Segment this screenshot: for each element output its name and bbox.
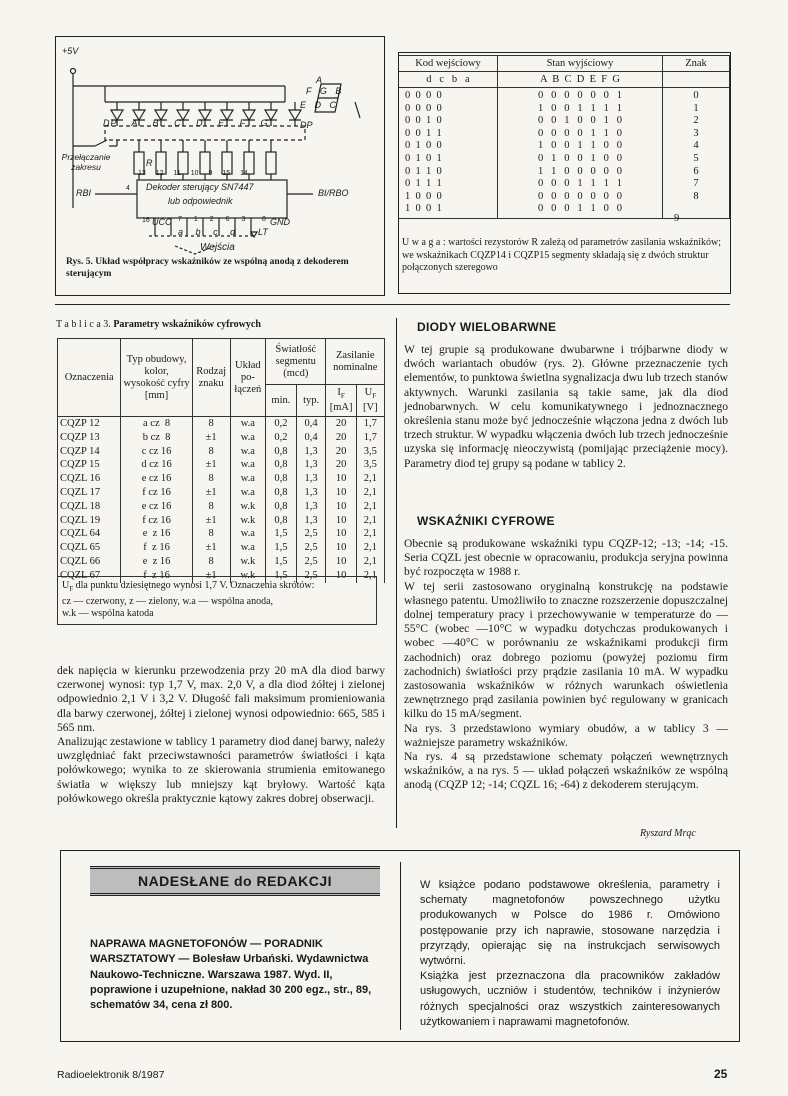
cell-min: 0,8 bbox=[266, 514, 297, 528]
ucc-label: UCC bbox=[152, 217, 172, 227]
cell-conn: w.a bbox=[230, 541, 266, 555]
cell-min: 1,5 bbox=[266, 569, 297, 583]
cell-min: 0,8 bbox=[266, 445, 297, 459]
table-row bbox=[58, 541, 385, 555]
last-sign: 9 bbox=[674, 213, 680, 224]
cell-min: 1,5 bbox=[266, 527, 297, 541]
table-row bbox=[58, 527, 385, 541]
cell-name: CQZL 17 bbox=[58, 486, 121, 500]
cell-if: 10 bbox=[326, 527, 356, 541]
book-description bbox=[420, 878, 720, 1030]
pin-1: 1 bbox=[193, 216, 198, 223]
table3-caption bbox=[56, 319, 261, 330]
bi-rbo-label: BI/RBO bbox=[318, 188, 349, 198]
cell-type: f z 16 bbox=[121, 541, 192, 555]
cell-conn: w.a bbox=[230, 445, 266, 459]
table-row bbox=[58, 458, 385, 472]
section-diodes-text bbox=[404, 343, 728, 471]
cell-conn: w.a bbox=[230, 431, 266, 445]
cell-uf: 2,1 bbox=[356, 472, 384, 486]
cell-type: f cz 16 bbox=[121, 514, 192, 528]
cell-conn: w.a bbox=[230, 486, 266, 500]
figure-caption: Rys. 5. Układ współpracy wskaźników ze wspólną anodą z dekoderem sterującym bbox=[66, 257, 349, 279]
book-info: NAPRAWA MAGNETOFONÓW — PORADNIK WARSZTATOWY — Bolesław Urbański. Wydawnictwa Naukowo-Techniczne. Warszawa 1987. Wyd. II, poprawione i uzupełnione, nakład 30 200 egz., str., 89, schematów 34, cena zł 800. bbox=[90, 938, 372, 1012]
pin-3: 3 bbox=[241, 216, 246, 223]
cell-if: 20 bbox=[326, 417, 356, 431]
truth-table-frame bbox=[398, 52, 731, 294]
segment-labels bbox=[103, 118, 269, 128]
cell-min: 0,8 bbox=[266, 486, 297, 500]
book-description-2: Książka jest przeznaczona dla pracowników zakładów usługowych, uczniów i studentów, techników i inżynierów różnych specjalności oraz wszystkich zainteresowanych użytkowaniem i naprawami magnetofonów. bbox=[420, 970, 720, 1028]
cell-name: CQZP 14 bbox=[58, 445, 121, 459]
section-indicators-title: WSKAŹNIKI CYFROWE bbox=[417, 514, 555, 528]
indicators-paragraph-2: W tej serii zastosowano oryginalną konstrukcję na podstawie własnego patentu. Umożliwiło to znaczne rozszerzenie dopuszczalnej dolnej temperatury pracy i przechowywanie w temperaturze do —55°C (wobec —10°C w wypadku dotychczas produkowanych i wobec —40°C w porównaniu ze wskaźnikami produkcji firm zachodnich) oraz dobrego poziomu (powyżej poziomu firm zachodnich) światłości przy prądzie zasilania 10 mA. W wypadku zastosowania wskaźników w różnych warunkach oświetlenia zewnętrznego prąd zasilania powinien być regulowany w granicach kilku do 15 mA/segment. bbox=[404, 579, 728, 721]
col-supply: Zasilanie nominalne bbox=[326, 339, 385, 385]
cell-kind: ±1 bbox=[192, 514, 230, 528]
segment-label-a: A bbox=[131, 118, 139, 128]
pin-8: 8 bbox=[262, 216, 266, 223]
cell-conn: w.k bbox=[230, 555, 266, 569]
sub-min: min. bbox=[266, 385, 297, 417]
cell-type: f z 16 bbox=[121, 569, 192, 583]
display-letter-d: D bbox=[314, 100, 322, 110]
uf-unit: [V] bbox=[363, 402, 378, 414]
display-letter-b: B bbox=[335, 86, 342, 96]
cell-type: e cz 16 bbox=[121, 472, 192, 486]
cell-conn: w.a bbox=[230, 417, 266, 431]
magazine-footer: Radioelektronik 8/1987 bbox=[57, 1069, 165, 1081]
pin-4: 4 bbox=[126, 185, 130, 192]
table-row bbox=[58, 486, 385, 500]
cell-kind: ±1 bbox=[192, 431, 230, 445]
cell-if: 10 bbox=[326, 569, 356, 583]
cell-min: 0,8 bbox=[266, 500, 297, 514]
cell-if: 10 bbox=[326, 486, 356, 500]
footnote-u: U bbox=[62, 580, 70, 591]
table-row bbox=[58, 431, 385, 445]
output-states: 0 0 0 0 0 0 1 1 0 0 1 1 1 1 0 0 1 0 0 1 0 0 0 0 0 1 1 0 1 0 0 1 1 0 0 0 1 0 0 1 0 0 1 1 0 0 0 0 0 0 0 0 1 1 1 1 0 0 0 0 0 0 0 0 0 0 1 1 0 0 bbox=[498, 88, 663, 219]
cell-uf: 2,1 bbox=[356, 527, 384, 541]
indicators-paragraph-1: Obecnie są produkowane wskaźniki typu CQZP-12; -13; -14; -15. Seria CQZL jest obecnie w opracowaniu, produkcja seryjna powinna być rozpoczęta w 1988 r. bbox=[404, 537, 728, 579]
input-d: d bbox=[230, 227, 236, 237]
uf-symbol: U bbox=[364, 386, 373, 398]
cell-uf: 2,1 bbox=[356, 486, 384, 500]
cell-kind: 8 bbox=[192, 555, 230, 569]
indicators-paragraph-4: Na rys. 4 są przedstawione schematy połączeń wewnętrznych wskaźników, a na rys. 5 — układ połączeń wskaźników ze wspólną anodą (CQZP 12; -14; CQZL 16; -64) z dekoderem sterującym. bbox=[404, 750, 728, 792]
cell-typ: 0,4 bbox=[296, 431, 326, 445]
col-brightness: Światłość segmentu (mcd) bbox=[266, 339, 326, 385]
footnote-line-3: w.k — wspólna katoda bbox=[62, 608, 154, 620]
review-box-banner bbox=[90, 866, 380, 896]
cell-uf: 2,1 bbox=[356, 569, 384, 583]
cell-name: CQZL 19 bbox=[58, 514, 121, 528]
cell-conn: w.a bbox=[230, 458, 266, 472]
input-letters bbox=[178, 227, 235, 237]
pin-numbers-top bbox=[138, 170, 248, 177]
parameters-table bbox=[57, 338, 385, 583]
resistor-labels bbox=[146, 158, 153, 168]
input-a: a bbox=[178, 227, 184, 237]
author: Ryszard Mrąc bbox=[640, 828, 696, 839]
display-letter-g: G bbox=[319, 86, 327, 96]
display-letter-c: C bbox=[329, 100, 337, 110]
cell-if: 10 bbox=[326, 514, 356, 528]
cell-min: 0,8 bbox=[266, 458, 297, 472]
cell-name: CQZL 16 bbox=[58, 472, 121, 486]
cell-conn: w.k bbox=[230, 500, 266, 514]
cell-typ: 1,3 bbox=[296, 472, 326, 486]
table-row bbox=[58, 445, 385, 459]
supply-label: +5V bbox=[62, 46, 79, 56]
left-paragraph-1: dek napięcia w kierunku przewodzenia przy 20 mA dla diod barwy czerwonej wynosi: typ 1,7 V, max. 2,0 V, a dla diod żółtej i zielonej odpowiednio 2,1 V i 3,2 V. Długość fali maksimum promieniowania dla barwy czerwonej, żółtej i zielonej wynosi odpowiednio: 665, 585 i 565 nm. bbox=[57, 664, 385, 734]
cell-name: CQZP 12 bbox=[58, 417, 121, 431]
cell-typ: 2,5 bbox=[296, 569, 326, 583]
if-symbol: I bbox=[337, 386, 341, 398]
rbi-label: RBI bbox=[76, 188, 92, 198]
cell-uf: 2,1 bbox=[356, 541, 384, 555]
cell-name: CQZL 18 bbox=[58, 500, 121, 514]
pin-numbers-bottom bbox=[178, 216, 245, 223]
display-letter-f: F bbox=[306, 86, 312, 96]
header-sign: Znak bbox=[663, 56, 730, 72]
cell-min: 0,8 bbox=[266, 472, 297, 486]
col-designation: Oznaczenia bbox=[58, 339, 121, 417]
cell-if: 10 bbox=[326, 472, 356, 486]
header-input: Kod wejściowy bbox=[399, 56, 498, 72]
diodes-paragraph: W tej grupie są produkowane dwubarwne i trójbarwne diody w dwóch wariantach obudów (rys. 2). Główne przeznaczenie tych elementów, to punktowa świetlna sygnalizacja dwu lub trzech stanów aktywnych. Warunki zasilania są takie same, jak dla diod jednobarwnych. W celu komunikatywnego i jednoznacznego określenia stanu może być jednocześnie włączona jedna z dwóch lub trzech struktur. W wypadku włączenia dwóch lub trzech jednocześnie uzyska się informację nieoczywistą (pomijając przeciążenie mocy). Parametry diod tej grupy są podane w tablicy 2. bbox=[404, 343, 728, 470]
table3-caption-title: Parametry wskaźników cyfrowych bbox=[113, 319, 261, 330]
cell-kind: ±1 bbox=[192, 458, 230, 472]
cell-uf: 2,1 bbox=[356, 514, 384, 528]
cell-uf: 3,5 bbox=[356, 458, 384, 472]
pin-11: 11 bbox=[173, 170, 181, 177]
col-type: Typ obudowy, kolor, wysokość cyfry [mm] bbox=[121, 339, 192, 417]
pin-13: 13 bbox=[138, 170, 146, 177]
cell-uf: 1,7 bbox=[356, 431, 384, 445]
page-number: 25 bbox=[714, 1067, 728, 1081]
cell-name: CQZL 67 bbox=[58, 569, 121, 583]
cell-type: e cz 16 bbox=[121, 500, 192, 514]
footnote-line-1 bbox=[62, 580, 372, 596]
vertical-divider bbox=[396, 318, 397, 828]
segment-label-g: G bbox=[260, 118, 269, 128]
box-vertical-divider bbox=[400, 862, 401, 1030]
if-unit: [mA] bbox=[329, 402, 353, 414]
table-row bbox=[58, 514, 385, 528]
segment-label-d: D bbox=[196, 118, 204, 128]
cell-uf: 2,1 bbox=[356, 555, 384, 569]
header-output: Stan wyjściowy bbox=[498, 56, 663, 72]
cell-typ: 1,3 bbox=[296, 514, 326, 528]
left-column-text bbox=[57, 664, 385, 806]
input-columns: d c b a bbox=[399, 72, 498, 88]
segment-label-f: F bbox=[239, 118, 246, 128]
cell-min: 0,2 bbox=[266, 431, 297, 445]
pin-16: 16 bbox=[142, 217, 150, 224]
cell-min: 1,5 bbox=[266, 541, 297, 555]
cell-name: CQZP 15 bbox=[58, 458, 121, 472]
display-letters-row3 bbox=[300, 100, 336, 110]
segment-label-b: B bbox=[152, 118, 160, 128]
divider bbox=[55, 304, 730, 305]
display-letter-a: A bbox=[316, 75, 323, 85]
if-subscript: F bbox=[340, 392, 345, 401]
decoder-label-1: Dekoder sterujący SN7447 bbox=[146, 182, 254, 192]
pin-7: 7 bbox=[178, 216, 182, 223]
pin-6: 6 bbox=[225, 216, 230, 223]
cell-kind: ±1 bbox=[192, 541, 230, 555]
cell-conn: w.k bbox=[230, 569, 266, 583]
decoder-label-2: lub odpowiednik bbox=[168, 196, 233, 206]
input-codes: 0 0 0 0 0 0 0 0 0 0 1 0 0 0 1 1 0 1 0 0 0 1 0 1 0 1 1 0 0 1 1 1 1 0 0 0 1 0 0 1 bbox=[399, 88, 498, 219]
cell-if: 10 bbox=[326, 555, 356, 569]
gnd-label: GND bbox=[270, 217, 290, 227]
cell-typ: 1,3 bbox=[296, 458, 326, 472]
display-letters-row2 bbox=[306, 86, 341, 96]
col-kind: Rodzaj znaku bbox=[192, 339, 230, 417]
cell-conn: w.k bbox=[230, 514, 266, 528]
cell-conn: w.a bbox=[230, 527, 266, 541]
cell-typ: 1,3 bbox=[296, 500, 326, 514]
pin-2: 2 bbox=[209, 216, 214, 223]
cell-type: d cz 16 bbox=[121, 458, 192, 472]
cell-typ: 2,5 bbox=[296, 527, 326, 541]
output-columns: A B C D E F G bbox=[498, 72, 663, 88]
cell-if: 20 bbox=[326, 431, 356, 445]
cell-if: 10 bbox=[326, 541, 356, 555]
segment-label-dp: DP bbox=[103, 118, 118, 128]
table-row bbox=[58, 500, 385, 514]
table-row bbox=[58, 555, 385, 569]
pin-15: 15 bbox=[222, 170, 231, 177]
resistor-label: R bbox=[146, 158, 153, 168]
uf-subscript: F bbox=[372, 392, 377, 401]
indicators-paragraph-3: Na rys. 3 przedstawiono wymiary obudów, a w tablicy 3 — ważniejsze parametry wskaźników. bbox=[404, 721, 728, 749]
sub-typ: typ. bbox=[296, 385, 326, 417]
footnote-rest: dla punktu dziesiętnego wynosi 1,7 V. Oznaczenia skrótów: bbox=[73, 580, 315, 591]
cell-typ: 0,4 bbox=[296, 417, 326, 431]
input-label: Wejścia bbox=[200, 242, 235, 253]
footnote-line-2: cz — czerwony, z — zielony, w.a — wspólna anoda, bbox=[62, 595, 274, 607]
segment-label-e: E bbox=[218, 118, 226, 128]
cell-kind: 8 bbox=[192, 417, 230, 431]
pin-10: 10 bbox=[190, 170, 199, 177]
table-row bbox=[58, 472, 385, 486]
col-connection: Układ po- łączeń bbox=[230, 339, 266, 417]
lt-label: LT bbox=[258, 227, 268, 237]
cell-type: f cz 16 bbox=[121, 486, 192, 500]
display-letter-e: E bbox=[300, 100, 307, 110]
cell-if: 20 bbox=[326, 458, 356, 472]
cell-if: 10 bbox=[326, 500, 356, 514]
table3-caption-prefix: T a b l i c a 3. bbox=[56, 319, 111, 330]
cell-kind: ±1 bbox=[192, 486, 230, 500]
cell-conn: w.a bbox=[230, 472, 266, 486]
cell-min: 1,5 bbox=[266, 555, 297, 569]
pin-9: 9 bbox=[208, 170, 213, 177]
cell-typ: 2,5 bbox=[296, 541, 326, 555]
table3-footnote bbox=[57, 576, 377, 625]
cell-uf: 1,7 bbox=[356, 417, 384, 431]
cell-kind: 8 bbox=[192, 445, 230, 459]
cell-name: CQZP 13 bbox=[58, 431, 121, 445]
cell-name: CQZL 64 bbox=[58, 527, 121, 541]
sub-if bbox=[326, 385, 356, 417]
cell-if: 20 bbox=[326, 445, 356, 459]
input-b: b bbox=[195, 227, 201, 237]
cell-name: CQZL 65 bbox=[58, 541, 121, 555]
truth-table-note: U w a g a : wartości rezystorów R zależą od parametrów zasilania wskaźników; we wskaźnikach CQZP14 i CQZP15 segmenty składają się z dwóch struktur połączonych szeregowo bbox=[402, 237, 722, 273]
cell-uf: 2,1 bbox=[356, 500, 384, 514]
cell-typ: 1,3 bbox=[296, 486, 326, 500]
sub-uf bbox=[356, 385, 384, 417]
footnote-u-sub: F bbox=[69, 585, 74, 593]
signs: 0 1 2 3 4 5 6 7 8 bbox=[663, 88, 730, 219]
cell-kind: 8 bbox=[192, 500, 230, 514]
cell-type: c cz 16 bbox=[121, 445, 192, 459]
cell-min: 0,2 bbox=[266, 417, 297, 431]
input-c: c bbox=[213, 227, 218, 237]
cell-kind: 8 bbox=[192, 472, 230, 486]
cell-uf: 3,5 bbox=[356, 445, 384, 459]
cell-type: b cz 8 bbox=[121, 431, 192, 445]
segment-label-c: C bbox=[174, 118, 182, 128]
cell-typ: 1,3 bbox=[296, 445, 326, 459]
section-indicators-text bbox=[404, 537, 728, 793]
book-description-1: W książce podano podstawowe określenia, parametry i schematy magnetofonów powszechnego użytku produkowanych w Polsce do 1986 r. Omówiono postępowanie przy ich naprawie, stosowane narzędzia i przyrządy, opierając się na instrukcjach serwisowych wytwórni. bbox=[420, 879, 720, 968]
banner-text: NADESŁANE do REDAKCJI bbox=[137, 873, 333, 889]
cell-kind: 8 bbox=[192, 527, 230, 541]
display-letter-dp: DP bbox=[300, 120, 313, 130]
cell-name: CQZL 66 bbox=[58, 555, 121, 569]
switch-label: Przełączanie zakresu bbox=[61, 152, 111, 172]
cell-type: e z 16 bbox=[121, 555, 192, 569]
display-letters bbox=[316, 75, 322, 85]
section-diodes-title: DIODY WIELOBARWNE bbox=[417, 320, 557, 334]
cell-kind: ±1 bbox=[192, 569, 230, 583]
cell-type: e z 16 bbox=[121, 527, 192, 541]
table-row bbox=[58, 417, 385, 431]
pin-12: 12 bbox=[155, 170, 164, 177]
cell-type: a cz 8 bbox=[121, 417, 192, 431]
cell-typ: 2,5 bbox=[296, 555, 326, 569]
left-paragraph-2: Analizując zestawione w tablicy 1 parametry diod danej barwy, należy uwzględniać fakt przeciwstawności parametrów światłości i kąta połówkowego; wynika to ze skierowania strumienia emitowanego światła w większy lub mniejszy kąt bryłowy. Wartość kąta połówkowego określa praktycznie kątowy zakres dobrej obserwacji. bbox=[57, 735, 385, 805]
pin-14: 14 bbox=[240, 170, 248, 177]
